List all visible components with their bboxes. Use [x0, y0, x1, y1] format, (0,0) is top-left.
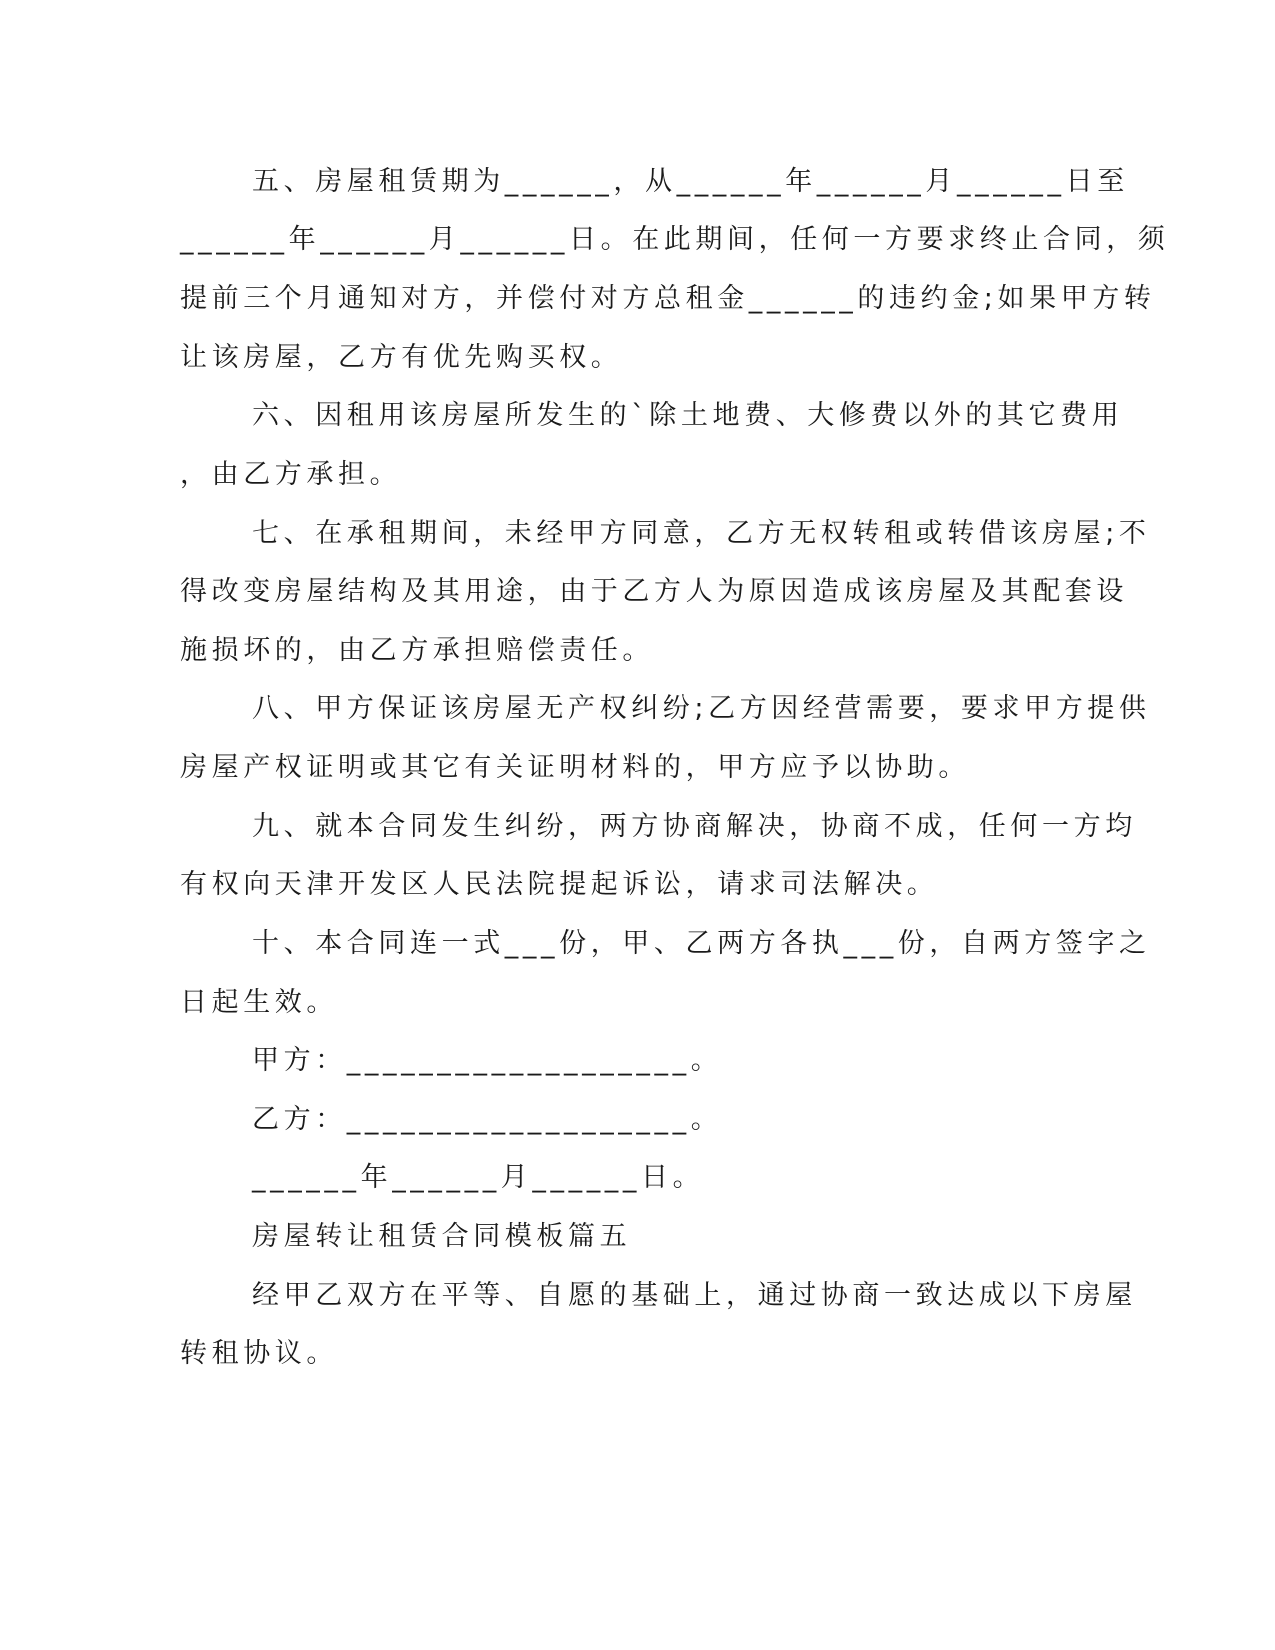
intro-line-2: 转租协议。: [180, 1338, 338, 1369]
party-a-signature-line: 甲方：___________________。: [252, 1045, 723, 1076]
clause-5-line-1: 五、房屋租赁期为______，从______年______月______日至: [252, 166, 1129, 197]
clause-6-line-2: ，由乙方承担。: [180, 459, 402, 490]
clause-9-line-2: 有权向天津开发区人民法院提起诉讼，请求司法解决。: [180, 869, 939, 900]
clause-10-line-2: 日起生效。: [180, 987, 338, 1018]
clause-8-line-2: 房屋产权证明或其它有关证明材料的，甲方应予以协助。: [180, 752, 970, 783]
intro-line-1: 经甲乙双方在平等、自愿的基础上，通过协商一致达成以下房屋: [252, 1280, 1137, 1311]
clause-5-line-4: 让该房屋，乙方有优先购买权。: [180, 342, 623, 373]
clause-6-line-1: 六、因租用该房屋所发生的`除土地费、大修费以外的其它费用: [252, 400, 1124, 431]
signature-date-line: ______年______月______日。: [252, 1162, 705, 1193]
clause-7-line-2: 得改变房屋结构及其用途，由于乙方人为原因造成该房屋及其配套设: [180, 576, 1128, 607]
clause-7-line-3: 施损坏的，由乙方承担赔偿责任。: [180, 635, 654, 666]
clause-10-line-1: 十、本合同连一式___份，甲、乙两方各执___份，自两方签字之: [252, 928, 1151, 959]
section-title: 房屋转让租赁合同模板篇五: [252, 1221, 632, 1252]
clause-7-line-1: 七、在承租期间，未经甲方同意，乙方无权转租或转借该房屋;不: [252, 518, 1151, 549]
clause-5-line-3: 提前三个月通知对方，并偿付对方总租金______的违约金;如果甲方转: [180, 283, 1156, 314]
clause-5-line-2: ______年______月______日。在此期间，任何一方要求终止合同，须: [180, 224, 1170, 255]
party-b-signature-line: 乙方：___________________。: [252, 1104, 723, 1135]
clause-8-line-1: 八、甲方保证该房屋无产权纠纷;乙方因经营需要，要求甲方提供: [252, 693, 1151, 724]
clause-9-line-1: 九、就本合同发生纠纷，两方协商解决，协商不成，任何一方均: [252, 811, 1137, 842]
